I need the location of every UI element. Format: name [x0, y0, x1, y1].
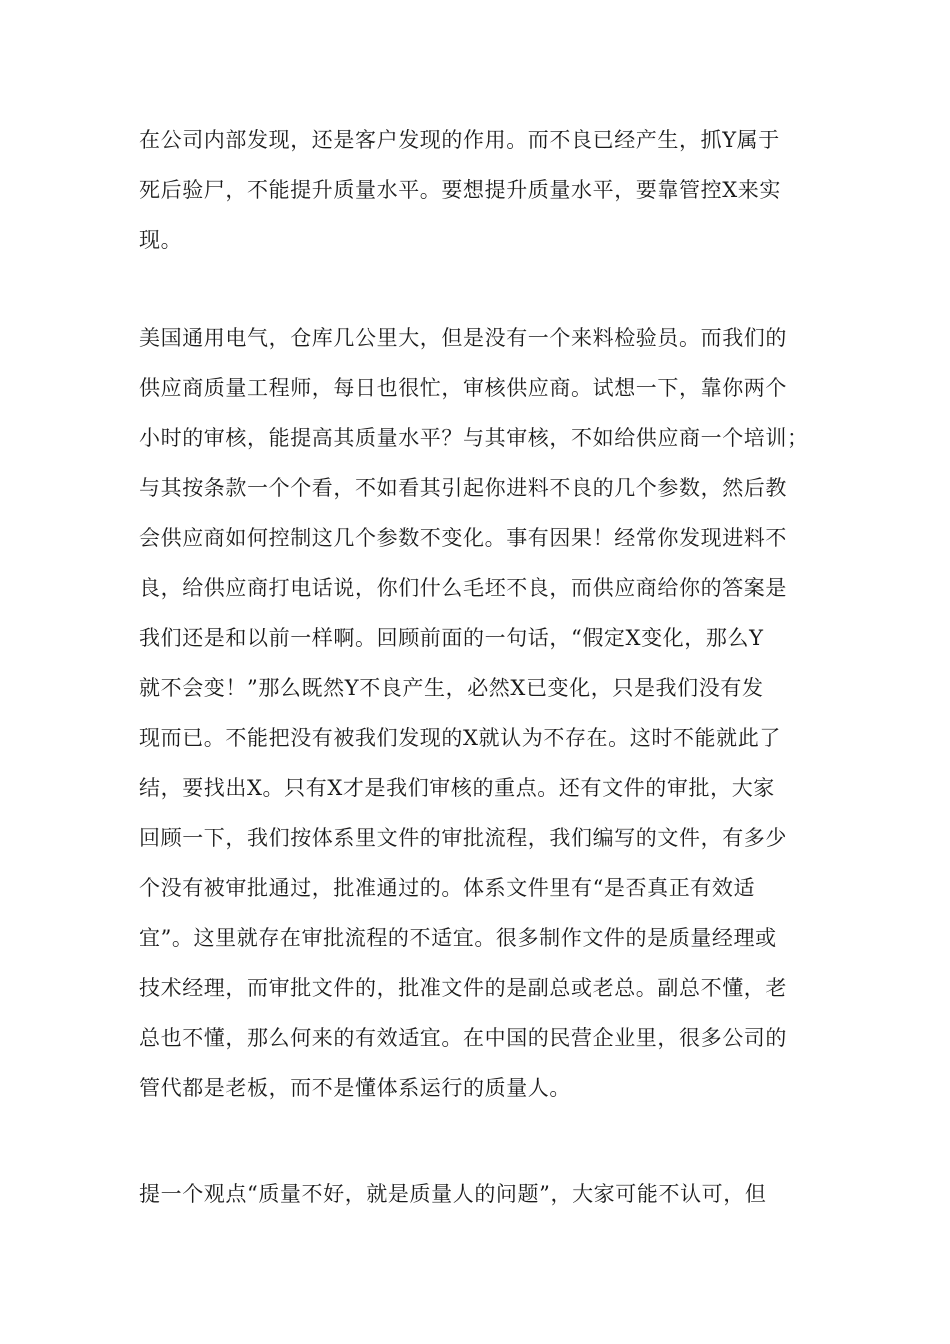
text-line: 供应商质量工程师，每日也很忙，审核供应商。试想一下，靠你两个 [139, 376, 787, 400]
text-line: 就不会变！”那么既然Y不良产生，必然X已变化，只是我们没有发 [139, 676, 764, 700]
text-line: 会供应商如何控制这几个参数不变化。事有因果！经常你发现进料不 [139, 526, 787, 550]
text-line: 结，要找出X。只有X才是我们审核的重点。还有文件的审批，大家 [139, 776, 775, 800]
text-line: 回顾一下，我们按体系里文件的审批流程，我们编写的文件，有多少 [139, 826, 787, 850]
text-line: 小时的审核，能提高其质量水平？与其审核，不如给供应商一个培训； [139, 426, 809, 450]
text-line: 美国通用电气，仓库几公里大，但是没有一个来料检验员。而我们的 [139, 326, 787, 350]
text-line: 总也不懂，那么何来的有效适宜。在中国的民营企业里，很多公司的 [139, 1026, 787, 1050]
text-line: 管代都是老板，而不是懂体系运行的质量人。 [139, 1076, 571, 1100]
text-line: 在公司内部发现，还是客户发现的作用。而不良已经产生，抓Y属于 [139, 128, 780, 152]
text-line: 与其按条款一个个看，不如看其引起你进料不良的几个参数，然后教 [139, 476, 787, 500]
text-line: 死后验尸，不能提升质量水平。要想提升质量水平，要靠管控X来实 [139, 178, 781, 202]
text-line: 提一个观点“质量不好，就是质量人的问题”，大家可能不认可，但 [139, 1182, 767, 1206]
text-line: 技术经理，而审批文件的，批准文件的是副总或老总。副总不懂，老 [139, 976, 787, 1000]
text-line: 良，给供应商打电话说，你们什么毛坯不良，而供应商给你的答案是 [139, 576, 787, 600]
text-line: 现。 [139, 228, 183, 252]
text-line: 个没有被审批通过，批准通过的。体系文件里有“是否真正有效适 [139, 876, 756, 900]
text-line: 我们还是和以前一样啊。回顾前面的一句话，“假定X变化，那么Y [139, 626, 764, 650]
text-line: 现而已。不能把没有被我们发现的X就认为不存在。这时不能就此了 [139, 726, 781, 750]
text-line: 宜”。这里就存在审批流程的不适宜。很多制作文件的是质量经理或 [139, 926, 777, 950]
